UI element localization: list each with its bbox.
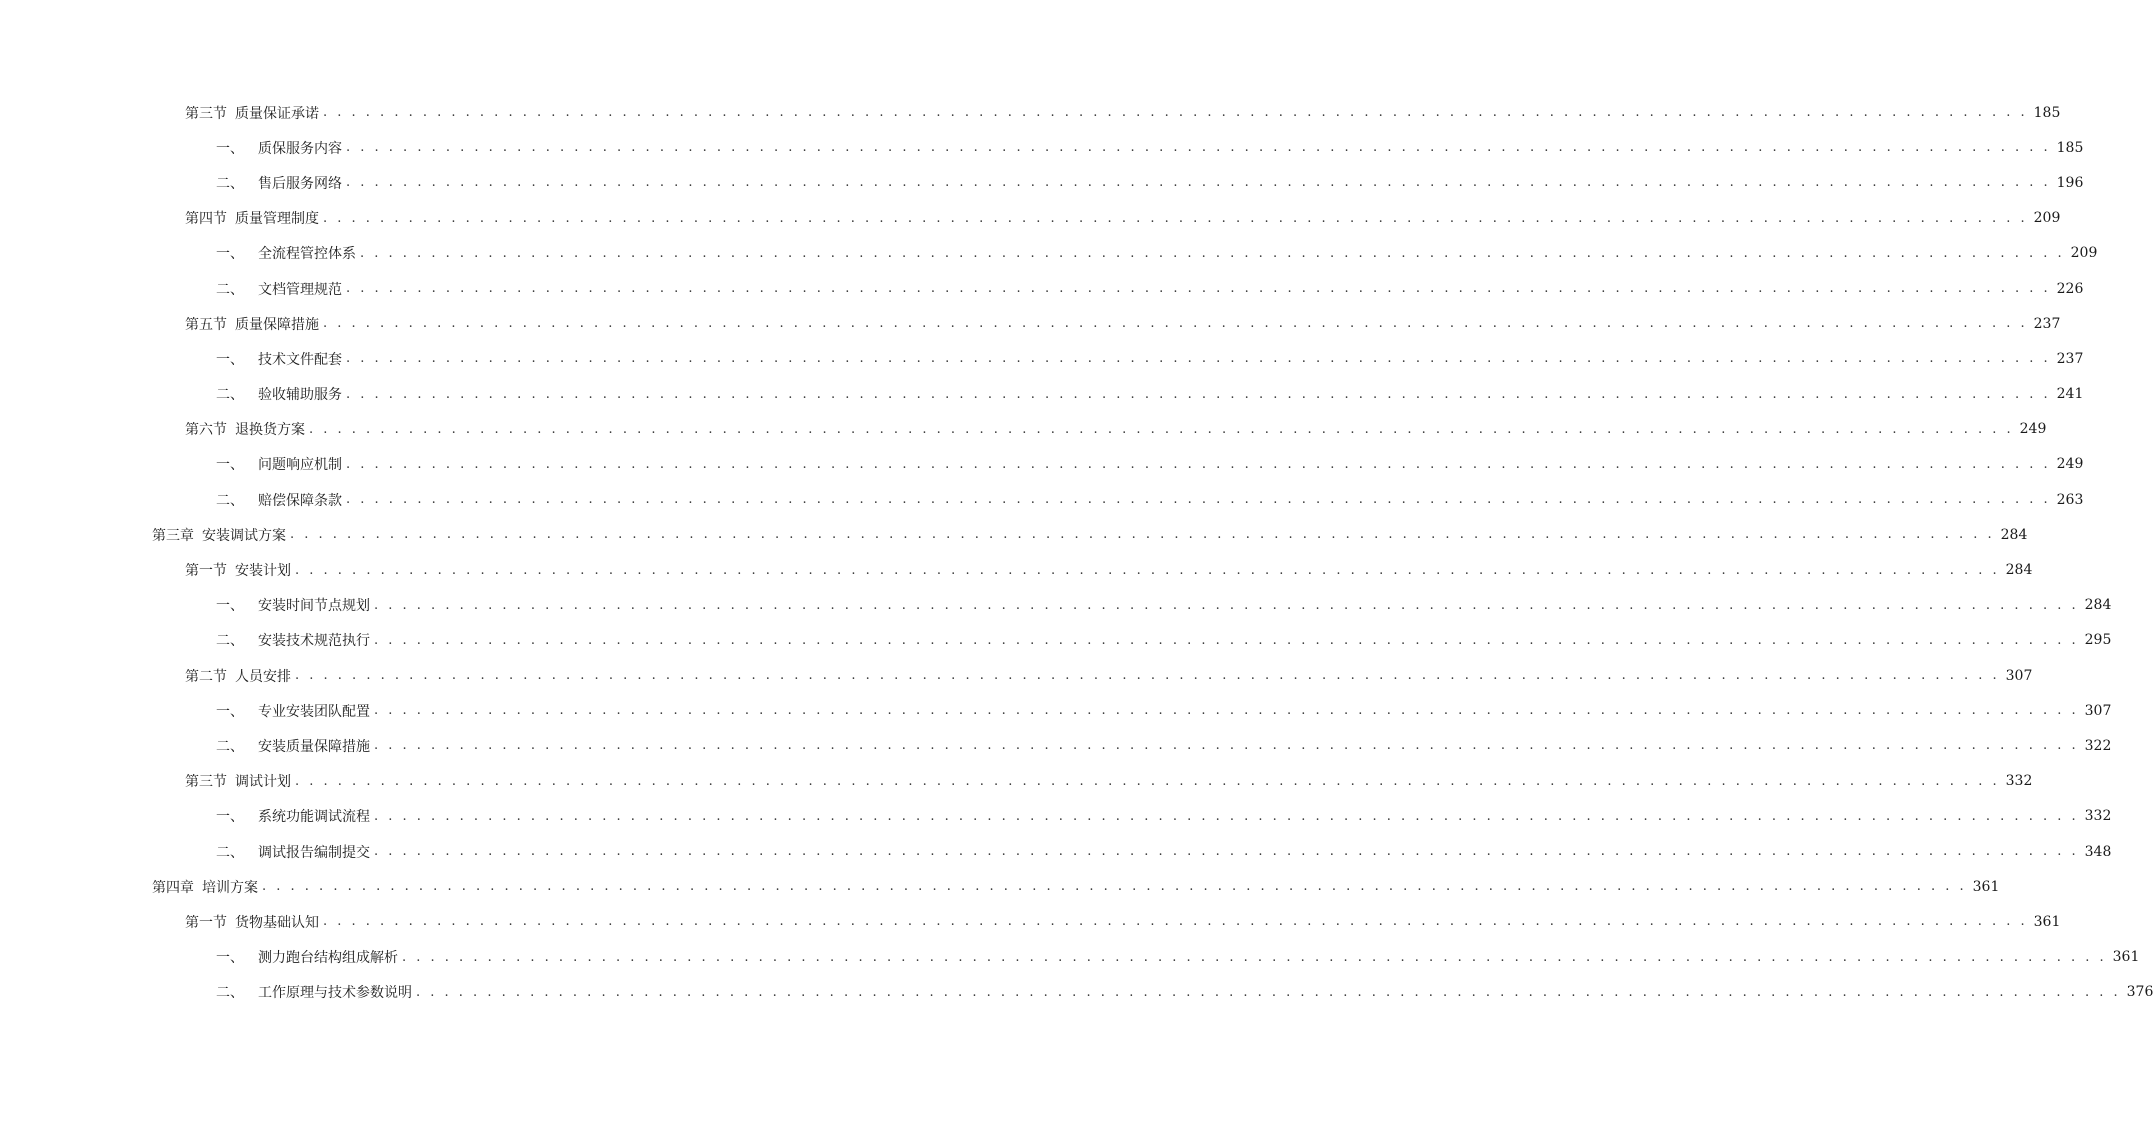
- toc-entry-number: 一、: [216, 140, 244, 157]
- toc-entry[interactable]: [0, 658, 2033, 693]
- toc-entry-page-number: 348: [2084, 843, 2112, 860]
- toc-entry-page-number: 185: [2033, 104, 2061, 121]
- toc-entry[interactable]: [0, 552, 2033, 587]
- toc-entry[interactable]: [0, 975, 2153, 1010]
- toc-entry-page-number: 376: [2126, 984, 2153, 1001]
- toc-entry-title: 货物基础认知: [235, 914, 319, 931]
- toc-entry[interactable]: [0, 306, 2061, 341]
- toc-entry-title: 售后服务网络: [258, 175, 342, 192]
- toc-entry-title: 质量管理制度: [235, 211, 319, 228]
- toc-entry-title: 测力跑台结构组成解析: [258, 950, 398, 967]
- toc-dot-leader: . . . . . . . . . . . . . . . . . . . . . . . . . . . . . . . . . . . . . . . . . . . . . . . . . . . . . . . . . . . . . . . . . . . . . . . . . . . . . . . . . . . . . . . . . . . . . . . . . . . . . . . . . . . . . . . . . . . . . . . .: [374, 738, 2079, 754]
- toc-entry[interactable]: [0, 341, 2084, 376]
- toc-entry-page-number: 263: [2056, 491, 2084, 508]
- toc-entry-page-number: 241: [2056, 386, 2084, 403]
- toc-dot-leader: . . . . . . . . . . . . . . . . . . . . . . . . . . . . . . . . . . . . . . . . . . . . . . . . . . . . . . . . . . . . . . . . . . . . . . . . . . . . . . . . . . . . . . . . . . . . . . . . . . . . . . . . . . . . . . . . . . . . . . . .: [346, 492, 2051, 508]
- toc-entry-title: 安装计划: [235, 563, 291, 580]
- toc-entry-number: 一、: [216, 246, 244, 263]
- toc-entry[interactable]: [0, 130, 2084, 165]
- toc-entry[interactable]: [0, 447, 2084, 482]
- toc-entry-page-number: 322: [2084, 737, 2112, 754]
- toc-entry-page-number: 332: [2084, 808, 2112, 825]
- toc-entry[interactable]: [0, 834, 2112, 869]
- toc-entry-number: 一、: [216, 351, 244, 368]
- toc-dot-leader: . . . . . . . . . . . . . . . . . . . . . . . . . . . . . . . . . . . . . . . . . . . . . . . . . . . . . . . . . . . . . . . . . . . . . . . . . . . . . . . . . . . . . . . . . . . . . . . . . . . . . . . . . . . . . . . . . . . . . . . .: [309, 421, 2014, 437]
- toc-dot-leader: . . . . . . . . . . . . . . . . . . . . . . . . . . . . . . . . . . . . . . . . . . . . . . . . . . . . . . . . . . . . . . . . . . . . . . . . . . . . . . . . . . . . . . . . . . . . . . . . . . . . . . . . . . . . . . . . . . . . . . . .: [323, 210, 2028, 226]
- toc-entry[interactable]: [0, 517, 2028, 552]
- toc-entry-page-number: 209: [2033, 210, 2061, 227]
- toc-entry-title: 质量保障措施: [235, 316, 319, 333]
- toc-entry-number: 二、: [216, 633, 244, 650]
- toc-entry-number: 第二节: [185, 668, 227, 685]
- toc-entry[interactable]: [0, 869, 2000, 904]
- toc-entry-page-number: 185: [2056, 139, 2084, 156]
- toc-entry[interactable]: [0, 799, 2112, 834]
- toc-entry-page-number: 237: [2056, 350, 2084, 367]
- toc-entry-number: 一、: [216, 598, 244, 615]
- toc-dot-leader: . . . . . . . . . . . . . . . . . . . . . . . . . . . . . . . . . . . . . . . . . . . . . . . . . . . . . . . . . . . . . . . . . . . . . . . . . . . . . . . . . . . . . . . . . . . . . . . . . . . . . . . . . . . . . . . . . . . . . . . .: [295, 562, 2000, 578]
- toc-dot-leader: . . . . . . . . . . . . . . . . . . . . . . . . . . . . . . . . . . . . . . . . . . . . . . . . . . . . . . . . . . . . . . . . . . . . . . . . . . . . . . . . . . . . . . . . . . . . . . . . . . . . . . . . . . . . . . . . . . . . . . . .: [346, 175, 2051, 191]
- toc-entry[interactable]: [0, 165, 2084, 200]
- toc-entry-title: 退换货方案: [235, 422, 305, 439]
- toc-dot-leader: . . . . . . . . . . . . . . . . . . . . . . . . . . . . . . . . . . . . . . . . . . . . . . . . . . . . . . . . . . . . . . . . . . . . . . . . . . . . . . . . . . . . . . . . . . . . . . . . . . . . . . . . . . . . . . . . . . . . . . . .: [346, 386, 2051, 402]
- toc-dot-leader: . . . . . . . . . . . . . . . . . . . . . . . . . . . . . . . . . . . . . . . . . . . . . . . . . . . . . . . . . . . . . . . . . . . . . . . . . . . . . . . . . . . . . . . . . . . . . . . . . . . . . . . . . . . . . . . . . . . . . . . .: [374, 632, 2079, 648]
- toc-entry-page-number: 237: [2033, 315, 2061, 332]
- toc-dot-leader: . . . . . . . . . . . . . . . . . . . . . . . . . . . . . . . . . . . . . . . . . . . . . . . . . . . . . . . . . . . . . . . . . . . . . . . . . . . . . . . . . . . . . . . . . . . . . . . . . . . . . . . . . . . . . . . . . . . . . . . .: [346, 351, 2051, 367]
- toc-dot-leader: . . . . . . . . . . . . . . . . . . . . . . . . . . . . . . . . . . . . . . . . . . . . . . . . . . . . . . . . . . . . . . . . . . . . . . . . . . . . . . . . . . . . . . . . . . . . . . . . . . . . . . . . . . . . . . . . . . . . . . . .: [360, 245, 2065, 261]
- toc-entry[interactable]: [0, 236, 2098, 271]
- toc-entry[interactable]: [0, 940, 2140, 975]
- toc-entry-title: 全流程管控体系: [258, 246, 356, 263]
- toc-entry[interactable]: [0, 693, 2112, 728]
- toc-entry-title: 安装调试方案: [202, 527, 286, 544]
- toc-entry-title: 安装技术规范执行: [258, 633, 370, 650]
- toc-entry-title: 调试计划: [235, 774, 291, 791]
- toc-dot-leader: . . . . . . . . . . . . . . . . . . . . . . . . . . . . . . . . . . . . . . . . . . . . . . . . . . . . . . . . . . . . . . . . . . . . . . . . . . . . . . . . . . . . . . . . . . . . . . . . . . . . . . . . . . . . . . . . . . . . . . . .: [374, 844, 2079, 860]
- toc-entry-number: 第四章: [152, 879, 194, 896]
- toc-entry-number: 二、: [216, 281, 244, 298]
- toc-entry-number: 一、: [216, 950, 244, 967]
- toc-dot-leader: . . . . . . . . . . . . . . . . . . . . . . . . . . . . . . . . . . . . . . . . . . . . . . . . . . . . . . . . . . . . . . . . . . . . . . . . . . . . . . . . . . . . . . . . . . . . . . . . . . . . . . . . . . . . . . . . . . . . . . . .: [323, 914, 2028, 930]
- toc-entry-number: 第一节: [185, 563, 227, 580]
- toc-entry-number: 二、: [216, 175, 244, 192]
- toc-entry-number: 第六节: [185, 422, 227, 439]
- toc-entry-page-number: 361: [1972, 878, 2000, 895]
- toc-entry-number: 第一节: [185, 914, 227, 931]
- toc-entry[interactable]: [0, 377, 2084, 412]
- toc-entry-title: 人员安排: [235, 668, 291, 685]
- toc-dot-leader: . . . . . . . . . . . . . . . . . . . . . . . . . . . . . . . . . . . . . . . . . . . . . . . . . . . . . . . . . . . . . . . . . . . . . . . . . . . . . . . . . . . . . . . . . . . . . . . . . . . . . . . . . . . . . . . . . . . . . . . .: [262, 879, 1967, 895]
- toc-entry-page-number: 361: [2112, 949, 2140, 966]
- toc-entry-page-number: 226: [2056, 280, 2084, 297]
- toc-entry-number: 二、: [216, 844, 244, 861]
- toc-entry-title: 工作原理与技术参数说明: [258, 985, 412, 1002]
- toc-entry-page-number: 196: [2056, 174, 2084, 191]
- toc-dot-leader: . . . . . . . . . . . . . . . . . . . . . . . . . . . . . . . . . . . . . . . . . . . . . . . . . . . . . . . . . . . . . . . . . . . . . . . . . . . . . . . . . . . . . . . . . . . . . . . . . . . . . . . . . . . . . . . . . . . . . . . .: [374, 597, 2079, 613]
- toc-dot-leader: . . . . . . . . . . . . . . . . . . . . . . . . . . . . . . . . . . . . . . . . . . . . . . . . . . . . . . . . . . . . . . . . . . . . . . . . . . . . . . . . . . . . . . . . . . . . . . . . . . . . . . . . . . . . . . . . . . . . . . . .: [402, 949, 2107, 965]
- toc-dot-leader: . . . . . . . . . . . . . . . . . . . . . . . . . . . . . . . . . . . . . . . . . . . . . . . . . . . . . . . . . . . . . . . . . . . . . . . . . . . . . . . . . . . . . . . . . . . . . . . . . . . . . . . . . . . . . . . . . . . . . . . .: [374, 808, 2079, 824]
- toc-dot-leader: . . . . . . . . . . . . . . . . . . . . . . . . . . . . . . . . . . . . . . . . . . . . . . . . . . . . . . . . . . . . . . . . . . . . . . . . . . . . . . . . . . . . . . . . . . . . . . . . . . . . . . . . . . . . . . . . . . . . . . . .: [323, 105, 2028, 121]
- toc-entry-title: 质量保证承诺: [235, 105, 319, 122]
- toc-entry-page-number: 284: [2084, 597, 2112, 614]
- toc-entry-page-number: 249: [2019, 421, 2047, 438]
- toc-entry-number: 一、: [216, 703, 244, 720]
- toc-entry-page-number: 284: [2000, 526, 2028, 543]
- toc-dot-leader: . . . . . . . . . . . . . . . . . . . . . . . . . . . . . . . . . . . . . . . . . . . . . . . . . . . . . . . . . . . . . . . . . . . . . . . . . . . . . . . . . . . . . . . . . . . . . . . . . . . . . . . . . . . . . . . . . . . . . . . .: [346, 140, 2051, 156]
- toc-entry-page-number: 284: [2005, 562, 2033, 579]
- toc-entry-title: 安装质量保障措施: [258, 738, 370, 755]
- toc-entry-title: 技术文件配套: [258, 351, 342, 368]
- toc-entry-title: 验收辅助服务: [258, 387, 342, 404]
- toc-entry-page-number: 209: [2070, 245, 2098, 262]
- toc-entry-title: 文档管理规范: [258, 281, 342, 298]
- toc-entry-title: 赔偿保障条款: [258, 492, 342, 509]
- toc-dot-leader: . . . . . . . . . . . . . . . . . . . . . . . . . . . . . . . . . . . . . . . . . . . . . . . . . . . . . . . . . . . . . . . . . . . . . . . . . . . . . . . . . . . . . . . . . . . . . . . . . . . . . . . . . . . . . . . . . . . . . . . .: [295, 773, 2000, 789]
- toc-entry-number: 二、: [216, 387, 244, 404]
- toc-entry-number: 二、: [216, 738, 244, 755]
- toc-entry[interactable]: [0, 95, 2061, 130]
- toc-entry-title: 系统功能调试流程: [258, 809, 370, 826]
- toc-entry[interactable]: [0, 623, 2112, 658]
- toc-entry-page-number: 307: [2084, 702, 2112, 719]
- toc-entry[interactable]: [0, 904, 2061, 939]
- toc-dot-leader: . . . . . . . . . . . . . . . . . . . . . . . . . . . . . . . . . . . . . . . . . . . . . . . . . . . . . . . . . . . . . . . . . . . . . . . . . . . . . . . . . . . . . . . . . . . . . . . . . . . . . . . . . . . . . . . . . . . . . . . .: [290, 527, 1995, 543]
- toc-entry-title: 调试报告编制提交: [258, 844, 370, 861]
- toc-entry-number: 第三节: [185, 774, 227, 791]
- toc-entry-page-number: 295: [2084, 632, 2112, 649]
- toc-entry-page-number: 332: [2005, 773, 2033, 790]
- toc-entry-title: 安装时间节点规划: [258, 598, 370, 615]
- toc-entry-title: 培训方案: [202, 879, 258, 896]
- toc-entry-page-number: 361: [2033, 913, 2061, 930]
- toc-entry-number: 一、: [216, 457, 244, 474]
- toc-entry[interactable]: [0, 764, 2033, 799]
- toc-entry-title: 专业安装团队配置: [258, 703, 370, 720]
- toc-entry-number: 第五节: [185, 316, 227, 333]
- toc-dot-leader: . . . . . . . . . . . . . . . . . . . . . . . . . . . . . . . . . . . . . . . . . . . . . . . . . . . . . . . . . . . . . . . . . . . . . . . . . . . . . . . . . . . . . . . . . . . . . . . . . . . . . . . . . . . . . . . . . . . . . . . .: [374, 703, 2079, 719]
- toc-entry-number: 二、: [216, 492, 244, 509]
- toc-entry[interactable]: [0, 588, 2112, 623]
- toc-dot-leader: . . . . . . . . . . . . . . . . . . . . . . . . . . . . . . . . . . . . . . . . . . . . . . . . . . . . . . . . . . . . . . . . . . . . . . . . . . . . . . . . . . . . . . . . . . . . . . . . . . . . . . . . . . . . . . . . . . . . . . . .: [323, 316, 2028, 332]
- toc-entry-title: 质保服务内容: [258, 140, 342, 157]
- toc-entry-number: 二、: [216, 985, 244, 1002]
- toc-entry[interactable]: [0, 412, 2047, 447]
- toc-dot-leader: . . . . . . . . . . . . . . . . . . . . . . . . . . . . . . . . . . . . . . . . . . . . . . . . . . . . . . . . . . . . . . . . . . . . . . . . . . . . . . . . . . . . . . . . . . . . . . . . . . . . . . . . . . . . . . . . . . . . . . . .: [295, 668, 2000, 684]
- toc-entry[interactable]: [0, 201, 2061, 236]
- toc-entry-page-number: 249: [2056, 456, 2084, 473]
- toc-entry-title: 问题响应机制: [258, 457, 342, 474]
- toc-dot-leader: . . . . . . . . . . . . . . . . . . . . . . . . . . . . . . . . . . . . . . . . . . . . . . . . . . . . . . . . . . . . . . . . . . . . . . . . . . . . . . . . . . . . . . . . . . . . . . . . . . . . . . . . . . . . . . . . . . . . . . . .: [346, 456, 2051, 472]
- toc-dot-leader: . . . . . . . . . . . . . . . . . . . . . . . . . . . . . . . . . . . . . . . . . . . . . . . . . . . . . . . . . . . . . . . . . . . . . . . . . . . . . . . . . . . . . . . . . . . . . . . . . . . . . . . . . . . . . . . . . . . . . . . .: [416, 984, 2121, 1000]
- toc-entry[interactable]: [0, 728, 2112, 763]
- toc-entry-number: 一、: [216, 809, 244, 826]
- toc-entry-number: 第三章: [152, 527, 194, 544]
- toc-entry-page-number: 307: [2005, 667, 2033, 684]
- toc-entry-number: 第三节: [185, 105, 227, 122]
- table-of-contents: [0, 95, 2153, 1010]
- toc-dot-leader: . . . . . . . . . . . . . . . . . . . . . . . . . . . . . . . . . . . . . . . . . . . . . . . . . . . . . . . . . . . . . . . . . . . . . . . . . . . . . . . . . . . . . . . . . . . . . . . . . . . . . . . . . . . . . . . . . . . . . . . .: [346, 281, 2051, 297]
- toc-entry-number: 第四节: [185, 211, 227, 228]
- toc-entry[interactable]: [0, 482, 2084, 517]
- toc-entry[interactable]: [0, 271, 2084, 306]
